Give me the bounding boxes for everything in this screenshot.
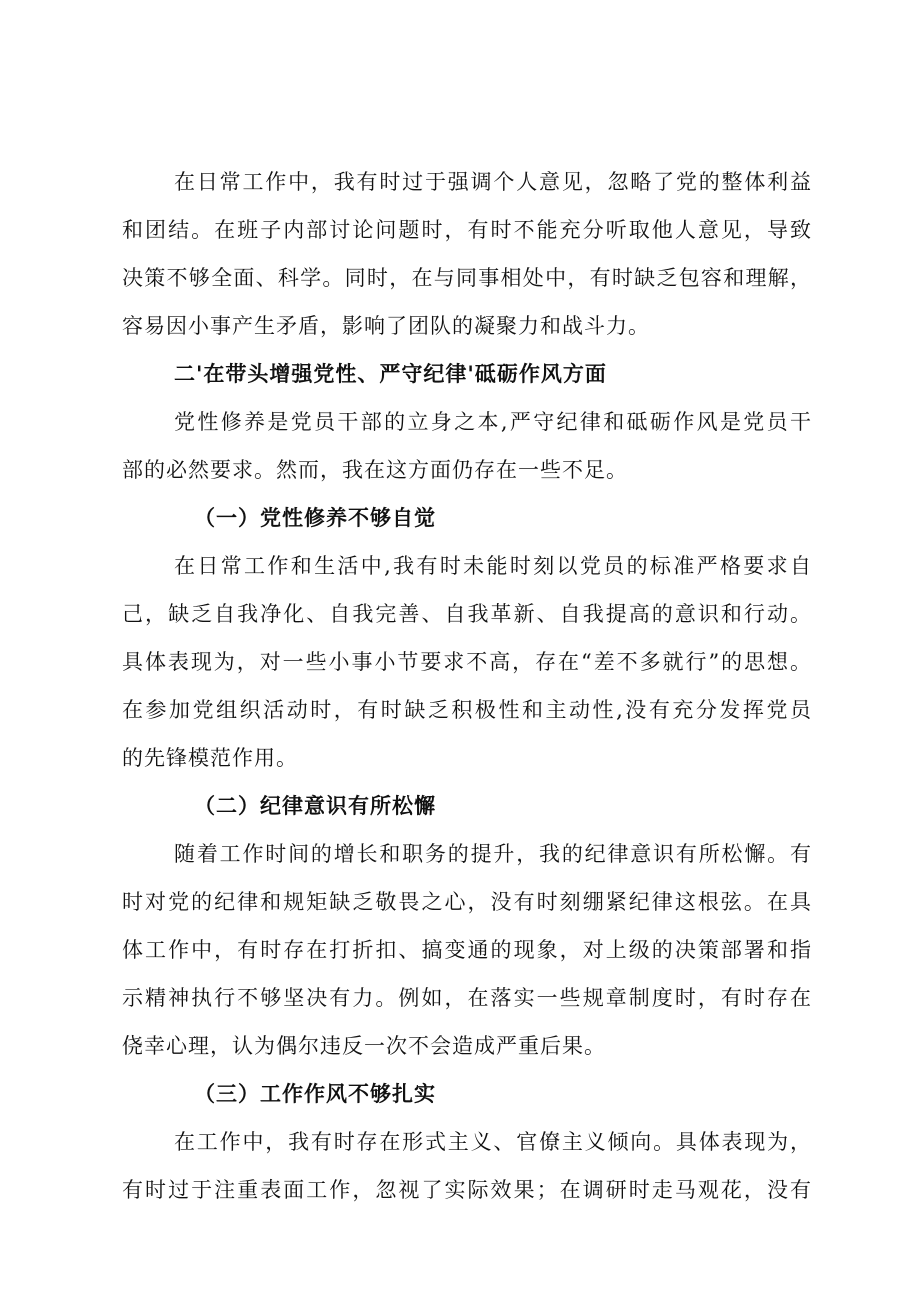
paragraph-line: 在日常工作中，我有时过于强调个人意见，忽略了党的整体利益 (174, 170, 812, 194)
document-body (122, 158, 812, 1214)
paragraph-line: 在日常工作和生活中,我有时未能时刻以党员的标准严格要求自 (174, 554, 812, 578)
paragraph-line: 部的必然要求。然而，我在这方面仍存在一些不足。 (122, 458, 628, 482)
paragraph-line: 容易因小事产生矛盾，影响了团队的凝聚力和战斗力。 (122, 314, 650, 338)
paragraph-line: 决策不够全面、科学。同时，在与同事相处中，有时缺乏包容和理解， (122, 266, 812, 290)
section-heading: 二'在带头增强党性、严守纪律'砥砺作风方面 (174, 361, 607, 386)
paragraph-line: 时对党的纪律和规矩缺乏敬畏之心，没有时刻绷紧纪律这根弦。在具 (122, 890, 812, 914)
subsection-heading: （二）纪律意识有所松懈 (194, 793, 436, 818)
subsection-heading: （一）党性修养不够自觉 (194, 505, 436, 530)
paragraph-line: 和团结。在班子内部讨论问题时，有时不能充分听取他人意见，导致 (122, 218, 812, 242)
paragraph-line: 体工作中，有时存在打折扣、搞变通的现象，对上级的决策部署和指 (122, 938, 812, 962)
paragraph-line: 的先锋模范作用。 (122, 746, 298, 770)
paragraph-line: 侥幸心理，认为偶尔违反一次不会造成严重后果。 (122, 1034, 606, 1058)
paragraph-line: 具体表现为，对一些小事小节要求不高，存在“差不多就行”的思想。 (122, 650, 812, 674)
paragraph-line: 党性修养是党员干部的立身之本,严守纪律和砥砺作风是党员干 (174, 410, 812, 434)
paragraph-line: 在工作中，我有时存在形式主义、官僚主义倾向。具体表现为， (174, 1130, 812, 1154)
paragraph-line: 己，缺乏自我净化、自我完善、自我革新、自我提高的意识和行动。 (122, 602, 812, 626)
subsection-heading: （三）工作作风不够扎实 (194, 1081, 436, 1106)
paragraph-line: 示精神执行不够坚决有力。例如，在落实一些规章制度时，有时存在 (122, 986, 812, 1010)
paragraph-line: 在参加党组织活动时，有时缺乏积极性和主动性,没有充分发挥党员 (122, 698, 812, 722)
paragraph-line: 有时过于注重表面工作，忽视了实际效果；在调研时走马观花，没有 (122, 1178, 812, 1202)
paragraph-line: 随着工作时间的增长和职务的提升，我的纪律意识有所松懈。有 (174, 842, 812, 866)
